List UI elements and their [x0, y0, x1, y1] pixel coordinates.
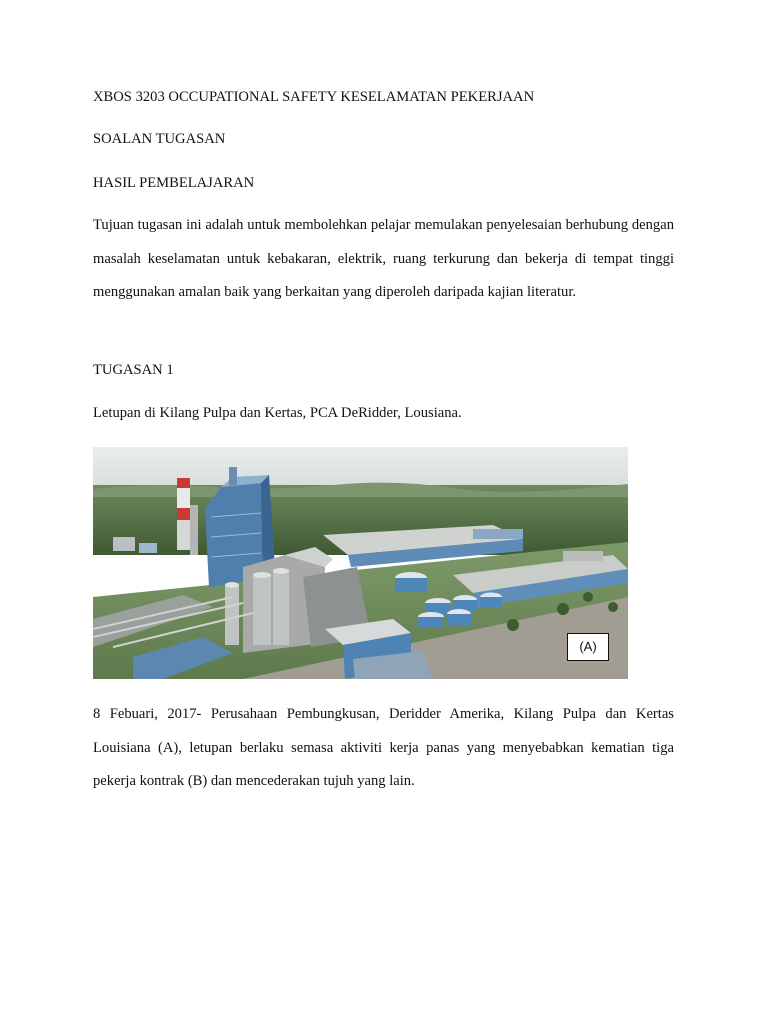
incident-paragraph: 8 Febuari, 2017- Perusahaan Pembungkusan, Deridder Amerika, Kilang Pulpa dan Kertas Louisiana (A), letupan berlaku semasa aktiviti kerja panas yang menyebabkan kematian tiga pekerja kontrak (B) dan mencederakan tujuh yang lain.	[93, 706, 674, 789]
figure-label-a: (A)	[567, 633, 609, 661]
outcome-paragraph: Tujuan tugasan ini adalah untuk membolehkan pelajar memulakan penyelesaian berhubung dengan masalah keselamatan untuk kebakaran, elektrik, ruang terkurung dan bekerja di tempat tinggi menggunakan amalan baik yang berkaitan yang diperoleh daripada kajian literatur.	[93, 217, 674, 300]
section-heading-outcomes: HASIL PEMBELAJARAN	[93, 175, 255, 191]
course-title: XBOS 3203 OCCUPATIONAL SAFETY KESELAMATAN PEKERJAAN	[93, 89, 535, 105]
mill-illustration	[93, 447, 628, 679]
mill-aerial-image	[93, 447, 628, 679]
task-heading: TUGASAN 1	[93, 362, 174, 378]
task-subtitle: Letupan di Kilang Pulpa dan Kertas, PCA DeRidder, Lousiana.	[93, 405, 462, 421]
section-heading-assignment: SOALAN TUGASAN	[93, 131, 226, 147]
